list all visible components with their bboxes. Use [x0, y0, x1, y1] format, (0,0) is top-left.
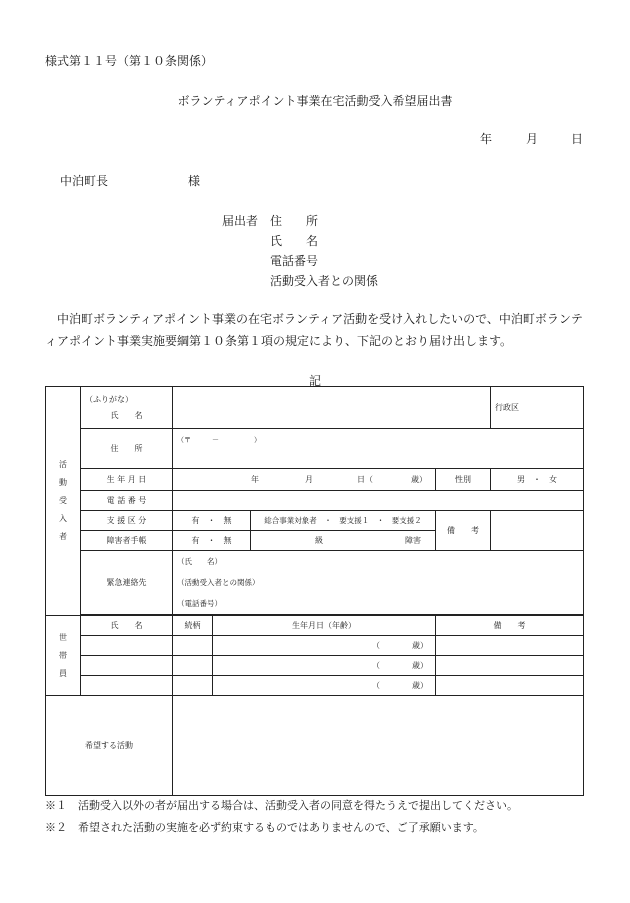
- birth-month-unit: 月: [305, 474, 313, 484]
- table-row: [46, 676, 584, 696]
- submitter-relation: 活動受入者との関係: [270, 274, 379, 288]
- addressee: 中泊町長: [60, 174, 109, 188]
- name-field[interactable]: [173, 387, 491, 429]
- birth-day-unit: 日（: [357, 474, 373, 484]
- emergency-phone-label: （電話番号）: [177, 599, 222, 608]
- form-number: 様式第１１号（第１０条関係）: [45, 54, 214, 68]
- date-month: 月: [526, 132, 539, 146]
- desired-activity-field[interactable]: [173, 696, 584, 796]
- age-open: （: [372, 660, 380, 670]
- address-label: 住 所: [81, 429, 173, 469]
- age-unit: 歳）: [411, 474, 427, 484]
- emergency-relation-label: （活動受入者との関係）: [177, 578, 260, 587]
- date-day: 日: [571, 132, 584, 146]
- admin-district-label: 行政区: [495, 403, 519, 412]
- receiver-section-label: 活動受入者: [46, 387, 81, 616]
- household-section-label: 世帯員: [46, 616, 81, 696]
- age-open: （: [372, 680, 380, 690]
- table-row: [46, 636, 584, 656]
- household-name-header: 氏 名: [81, 616, 173, 636]
- note-1: ※１ 活動受入以外の者が届出する場合は、活動受入者の同意を得たうえで提出してください。: [45, 799, 518, 812]
- disability-unit: 障害: [405, 535, 421, 545]
- gender-label: 性別: [436, 469, 491, 491]
- household-birth-field[interactable]: [213, 636, 436, 656]
- furigana-label: （ふりがな）: [85, 394, 133, 404]
- birthdate-label: 生 年 月 日: [81, 469, 173, 491]
- remarks-field[interactable]: [491, 511, 584, 551]
- emergency-contact-label: 緊急連絡先: [81, 551, 173, 615]
- household-remarks-field[interactable]: [436, 656, 584, 676]
- age-open: （: [372, 640, 380, 650]
- household-name-field[interactable]: [81, 656, 173, 676]
- birth-year-unit: 年: [251, 474, 259, 484]
- birthdate-field[interactable]: [173, 469, 436, 491]
- phone-label: 電 話 番 号: [81, 491, 173, 511]
- age-close: 歳）: [412, 680, 428, 690]
- support-level-options[interactable]: 総合事業対象者 ・ 要支援１ ・ 要支援２: [251, 511, 436, 531]
- submitter-address: 住 所: [270, 214, 319, 228]
- household-relation-field[interactable]: [173, 676, 213, 696]
- disability-yes-no[interactable]: 有 ・ 無: [173, 531, 251, 551]
- disability-book-label: 障害者手帳: [81, 531, 173, 551]
- household-relation-header: 続柄: [173, 616, 213, 636]
- submitter-phone: 電話番号: [270, 254, 319, 268]
- admin-district-cell[interactable]: [491, 387, 584, 429]
- honorific: 様: [188, 174, 201, 188]
- household-relation-field[interactable]: [173, 636, 213, 656]
- household-remarks-header: 備 考: [436, 616, 584, 636]
- household-birth-field[interactable]: [213, 656, 436, 676]
- support-yes-no[interactable]: 有 ・ 無: [173, 511, 251, 531]
- submitter-label: 届出者: [222, 214, 259, 228]
- grade-unit: 級: [315, 535, 323, 545]
- remarks-label: 備 考: [436, 511, 491, 551]
- emergency-name-label: （氏 名）: [177, 557, 222, 566]
- household-remarks-field[interactable]: [436, 636, 584, 656]
- ki-heading: 記: [308, 374, 321, 388]
- application-form-table: [45, 386, 584, 796]
- household-name-field[interactable]: [81, 636, 173, 656]
- household-remarks-field[interactable]: [436, 676, 584, 696]
- name-label-cell: [81, 387, 173, 429]
- household-birth-field[interactable]: [213, 676, 436, 696]
- submitter-name: 氏 名: [270, 234, 319, 248]
- disability-grade-field[interactable]: [251, 531, 436, 551]
- gender-options[interactable]: 男 ・ 女: [491, 469, 584, 491]
- date-year: 年: [480, 132, 493, 146]
- phone-field[interactable]: [173, 491, 584, 511]
- table-row: [46, 656, 584, 676]
- postal-code-placeholder: （〒 － ）: [177, 436, 261, 444]
- household-relation-field[interactable]: [173, 656, 213, 676]
- household-name-field[interactable]: [81, 676, 173, 696]
- support-category-label: 支 援 区 分: [81, 511, 173, 531]
- age-close: 歳）: [412, 660, 428, 670]
- body-paragraph: 中泊町ボランティアポイント事業の在宅ボランティア活動を受け入れしたいので、中泊町ボランティアポイント事業実施要綱第１０条第１項の規定により、下記のとおり届け出します。: [45, 312, 583, 348]
- address-field[interactable]: [173, 429, 584, 469]
- name-label: 氏 名: [110, 410, 143, 420]
- household-birth-header: 生年月日（年齢）: [213, 616, 436, 636]
- note-2: ※２ 希望された活動の実施を必ず約束するものではありませんので、ご了承願います。: [45, 821, 484, 834]
- document-title: ボランティアポイント事業在宅活動受入希望届出書: [177, 94, 453, 108]
- desired-activity-label: 希望する活動: [46, 696, 173, 796]
- emergency-contact-field[interactable]: [173, 551, 584, 615]
- age-close: 歳）: [412, 640, 428, 650]
